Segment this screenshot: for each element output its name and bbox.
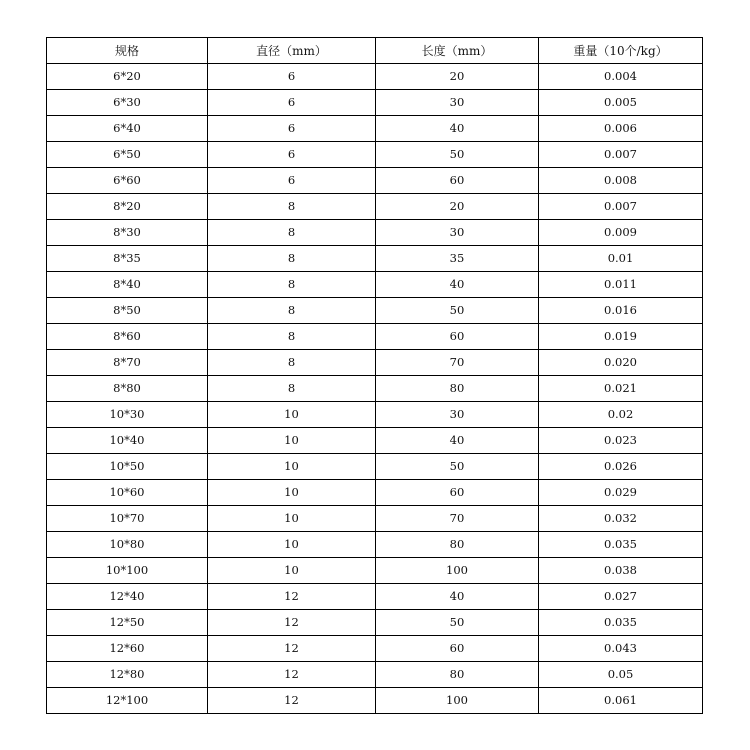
cell-length: 80 [376, 376, 539, 402]
cell-length: 20 [376, 194, 539, 220]
cell-spec: 10*60 [47, 480, 208, 506]
table-row [47, 688, 703, 714]
cell-diameter: 8 [208, 350, 376, 376]
cell-diameter: 10 [208, 558, 376, 584]
table-body [47, 64, 703, 714]
cell-diameter: 12 [208, 688, 376, 714]
cell-diameter: 6 [208, 90, 376, 116]
cell-diameter: 8 [208, 298, 376, 324]
table-row [47, 350, 703, 376]
cell-length: 80 [376, 532, 539, 558]
cell-diameter: 10 [208, 532, 376, 558]
cell-diameter: 10 [208, 506, 376, 532]
cell-spec: 12*50 [47, 610, 208, 636]
table-row [47, 142, 703, 168]
cell-length: 70 [376, 350, 539, 376]
table-header [47, 38, 703, 64]
cell-diameter: 10 [208, 428, 376, 454]
cell-spec: 10*50 [47, 454, 208, 480]
table-row [47, 428, 703, 454]
cell-spec: 10*30 [47, 402, 208, 428]
cell-length: 70 [376, 506, 539, 532]
cell-weight: 0.02 [539, 402, 703, 428]
cell-diameter: 6 [208, 64, 376, 90]
cell-weight: 0.043 [539, 636, 703, 662]
table-row [47, 64, 703, 90]
cell-spec: 6*20 [47, 64, 208, 90]
cell-diameter: 12 [208, 584, 376, 610]
header-diameter: 直径（mm） [208, 38, 376, 64]
spec-table [46, 37, 703, 714]
cell-length: 50 [376, 454, 539, 480]
cell-spec: 6*40 [47, 116, 208, 142]
cell-weight: 0.021 [539, 376, 703, 402]
cell-spec: 8*30 [47, 220, 208, 246]
table-row [47, 584, 703, 610]
cell-length: 50 [376, 142, 539, 168]
cell-spec: 6*50 [47, 142, 208, 168]
cell-weight: 0.020 [539, 350, 703, 376]
cell-weight: 0.009 [539, 220, 703, 246]
cell-spec: 8*40 [47, 272, 208, 298]
cell-spec: 8*20 [47, 194, 208, 220]
table-row [47, 168, 703, 194]
cell-length: 60 [376, 324, 539, 350]
cell-length: 100 [376, 688, 539, 714]
cell-length: 60 [376, 480, 539, 506]
cell-weight: 0.032 [539, 506, 703, 532]
cell-diameter: 8 [208, 246, 376, 272]
cell-weight: 0.004 [539, 64, 703, 90]
cell-weight: 0.019 [539, 324, 703, 350]
header-length: 长度（mm） [376, 38, 539, 64]
cell-diameter: 6 [208, 168, 376, 194]
cell-diameter: 12 [208, 636, 376, 662]
cell-weight: 0.05 [539, 662, 703, 688]
cell-spec: 10*80 [47, 532, 208, 558]
cell-weight: 0.007 [539, 194, 703, 220]
cell-length: 50 [376, 298, 539, 324]
cell-spec: 8*50 [47, 298, 208, 324]
cell-spec: 12*100 [47, 688, 208, 714]
table-row [47, 532, 703, 558]
cell-diameter: 6 [208, 116, 376, 142]
cell-spec: 6*60 [47, 168, 208, 194]
cell-weight: 0.01 [539, 246, 703, 272]
table-row [47, 610, 703, 636]
cell-weight: 0.035 [539, 532, 703, 558]
cell-weight: 0.016 [539, 298, 703, 324]
cell-diameter: 12 [208, 610, 376, 636]
cell-weight: 0.023 [539, 428, 703, 454]
cell-length: 50 [376, 610, 539, 636]
header-weight: 重量（10个/kg） [539, 38, 703, 64]
cell-diameter: 12 [208, 662, 376, 688]
cell-length: 20 [376, 64, 539, 90]
cell-diameter: 10 [208, 402, 376, 428]
cell-length: 40 [376, 272, 539, 298]
cell-weight: 0.008 [539, 168, 703, 194]
cell-diameter: 8 [208, 194, 376, 220]
table-row [47, 90, 703, 116]
cell-spec: 8*60 [47, 324, 208, 350]
cell-diameter: 8 [208, 220, 376, 246]
cell-weight: 0.027 [539, 584, 703, 610]
table-row [47, 220, 703, 246]
cell-spec: 10*40 [47, 428, 208, 454]
cell-diameter: 8 [208, 272, 376, 298]
cell-spec: 12*60 [47, 636, 208, 662]
cell-diameter: 8 [208, 324, 376, 350]
header-spec: 规格 [47, 38, 208, 64]
cell-length: 40 [376, 584, 539, 610]
cell-weight: 0.026 [539, 454, 703, 480]
cell-diameter: 10 [208, 454, 376, 480]
cell-weight: 0.038 [539, 558, 703, 584]
cell-diameter: 6 [208, 142, 376, 168]
cell-length: 60 [376, 636, 539, 662]
cell-diameter: 8 [208, 376, 376, 402]
cell-spec: 8*70 [47, 350, 208, 376]
cell-length: 40 [376, 116, 539, 142]
table-row [47, 454, 703, 480]
cell-spec: 10*100 [47, 558, 208, 584]
cell-diameter: 10 [208, 480, 376, 506]
table-row [47, 298, 703, 324]
table-row [47, 558, 703, 584]
cell-weight: 0.005 [539, 90, 703, 116]
cell-spec: 8*35 [47, 246, 208, 272]
cell-length: 60 [376, 168, 539, 194]
cell-length: 40 [376, 428, 539, 454]
cell-length: 100 [376, 558, 539, 584]
cell-length: 80 [376, 662, 539, 688]
table-row [47, 376, 703, 402]
cell-length: 35 [376, 246, 539, 272]
cell-weight: 0.035 [539, 610, 703, 636]
table-row [47, 194, 703, 220]
cell-weight: 0.007 [539, 142, 703, 168]
table-row [47, 636, 703, 662]
cell-weight: 0.029 [539, 480, 703, 506]
cell-spec: 12*80 [47, 662, 208, 688]
cell-weight: 0.006 [539, 116, 703, 142]
header-row [47, 38, 703, 64]
table-row [47, 272, 703, 298]
cell-spec: 10*70 [47, 506, 208, 532]
cell-length: 30 [376, 402, 539, 428]
cell-length: 30 [376, 220, 539, 246]
cell-length: 30 [376, 90, 539, 116]
cell-spec: 12*40 [47, 584, 208, 610]
cell-spec: 6*30 [47, 90, 208, 116]
table-row [47, 402, 703, 428]
table-row [47, 246, 703, 272]
cell-spec: 8*80 [47, 376, 208, 402]
table-row [47, 116, 703, 142]
table-row [47, 662, 703, 688]
cell-weight: 0.061 [539, 688, 703, 714]
cell-weight: 0.011 [539, 272, 703, 298]
table-row [47, 506, 703, 532]
table-row [47, 324, 703, 350]
table-row [47, 480, 703, 506]
